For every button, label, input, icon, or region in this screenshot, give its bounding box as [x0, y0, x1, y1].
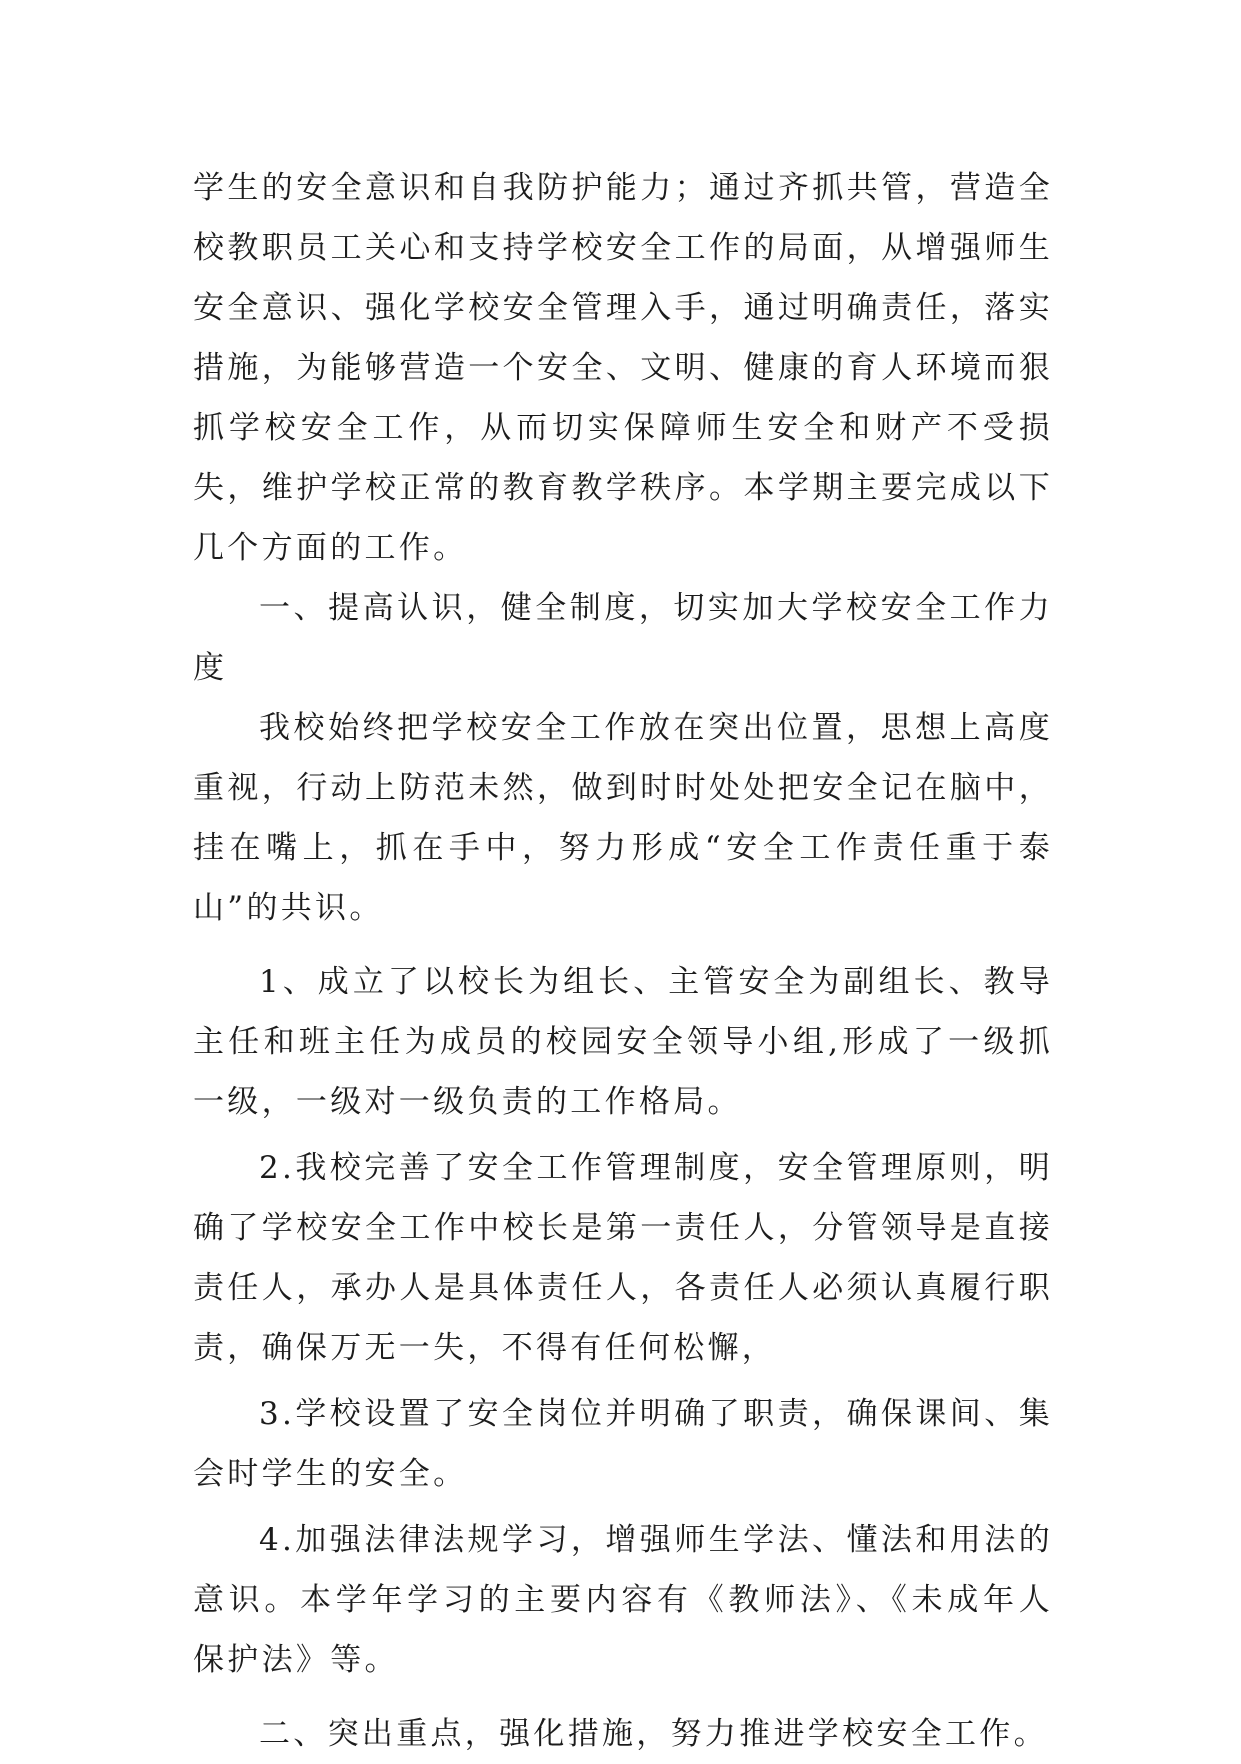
list-item-1: 1、成立了以校长为组长、主管安全为副组长、教导主任和班主任为成员的校园安全领导小组,形成了一级抓一级，一级对一级负责的工作格局。 — [193, 964, 1053, 1120]
section-heading-2: 二、突出重点，强化措施，努力推进学校安全工作。 — [259, 1716, 1048, 1752]
list-item-4: 4.加强法律法规学习，增强师生学法、懂法和用法的意识。本学年学习的主要内容有《教师法》、《未成年人保护法》等。 — [193, 1522, 1053, 1678]
paragraph-section-1-intro: 我校始终把学校安全工作放在突出位置，思想上高度重视，行动上防范未然，做到时时处处把安全记在脑中，挂在嘴上，抓在手中，努力形成“安全工作责任重于泰山”的共识。 — [193, 710, 1053, 926]
paragraph-intro-continuation: 学生的安全意识和自我防护能力；通过齐抓共管，营造全校教职员工关心和支持学校安全工作的局面，从增强师生安全意识、强化学校安全管理入手，通过明确责任，落实措施，为能够营造一个安全、文明、健康的育人环境而狠抓学校安全工作，从而切实保障师生安全和财产不受损失，维护学校正常的教育教学秩序。本学期主要完成以下几个方面的工作。 — [193, 170, 1053, 566]
document-body — [193, 158, 1053, 1764]
list-item-3: 3.学校设置了安全岗位并明确了职责，确保课间、集会时学生的安全。 — [193, 1396, 1053, 1492]
list-item-2: 2.我校完善了安全工作管理制度，安全管理原则，明确了学校安全工作中校长是第一责任人，分管领导是直接责任人，承办人是具体责任人，各责任人必须认真履行职责，确保万无一失，不得有任何松懈， — [193, 1150, 1053, 1366]
section-heading-1: 一、提高认识，健全制度，切实加大学校安全工作力度 — [193, 590, 1053, 686]
